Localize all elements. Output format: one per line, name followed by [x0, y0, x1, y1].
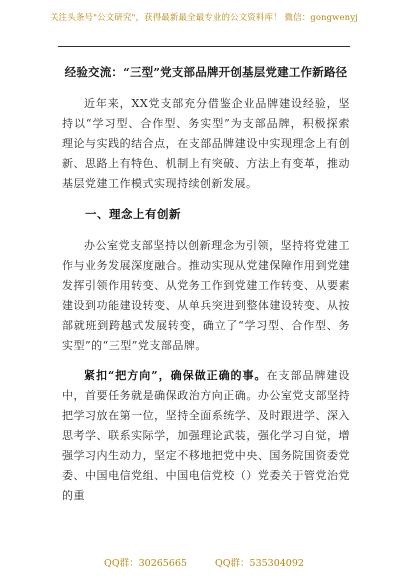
footer-qq-group-2: QQ群：535304092: [214, 558, 304, 570]
section-1-paragraph: 办公室党支部坚持以创新理念为引领，坚持将党建工作与业务发展深度融合。推动实现从党建保障作用到党建发挥引领作用转变、从党务工作到党建工作转变、从要素建设到功能建设转变、从单兵突进到整体建设转变、从按部就班到跨越式发展转变，确立了“学习型、合作型、务实型”的“三型”党支部品牌。: [62, 238, 350, 352]
footer-banner: [0, 554, 408, 574]
document-body: [62, 66, 350, 516]
footer-qq-group-1: QQ群：30265665: [104, 558, 187, 570]
header-banner: [0, 0, 408, 36]
document-title: 经验交流：“三型”党支部品牌开创基层党建工作新路径: [64, 65, 348, 79]
section-2-paragraph: [62, 366, 350, 506]
intro-paragraph: 近年来，XX党支部充分借鉴企业品牌建设经验，坚持以“学习型、合作型、务实型”为支部品牌，积极探索理论与实践的结合点，在支部品牌建设中实现理念上有创新、思路上有特色、机制上有突破、方法上有变革，推动基层党建工作模式实现持续创新发展。: [62, 96, 350, 190]
header-divider: [58, 46, 350, 47]
section-heading-1: 一、理念上有创新: [85, 206, 181, 221]
section-2-text: 在支部品牌建设中，首要任务就是确保政治方向正确。办公室党支部坚持把学习放在第一位，坚持全面系统学、及时跟进学、深入思考学、联系实际学，加强理论武装，强化学习自觉，增强学习内生动力，坚定不移地把党中央、国务院国资委党委、中国电信党组、中国电信党校（）党委关于管党治党的重: [62, 368, 351, 502]
header-banner-text: 关注头条号"公文研究"，获得最新最全最专业的公文资料库！ 微信：gongwenyj: [50, 12, 358, 23]
section-2-lead: 紧扣“把方向”，确保做正确的事。: [84, 368, 267, 382]
